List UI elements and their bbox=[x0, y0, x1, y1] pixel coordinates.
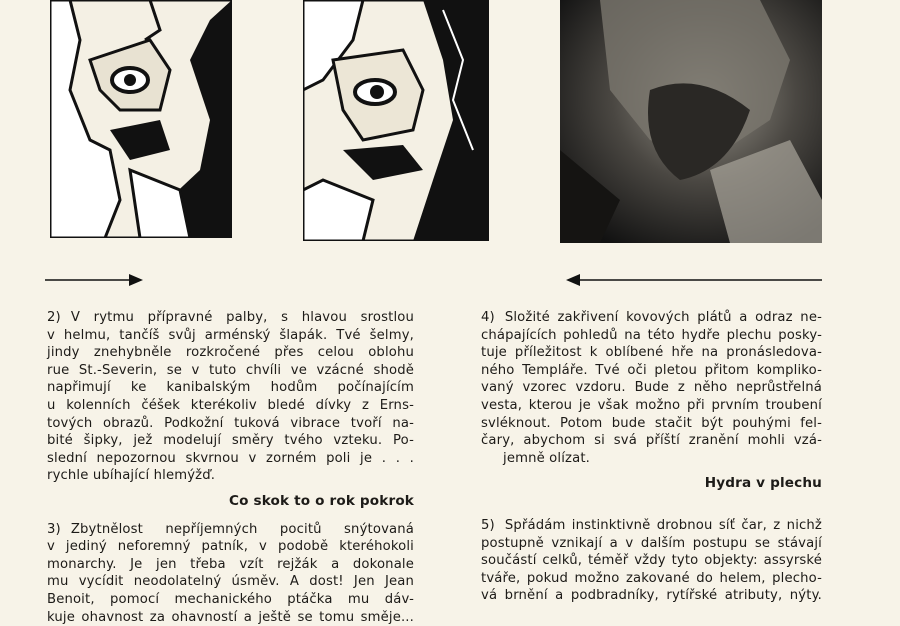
text-line: bité šipky, jež modelují směry tvého vzteku. Po- bbox=[47, 432, 414, 450]
illustration-helmeted-face-middle bbox=[303, 0, 489, 241]
section-heading: Hydra v plechu bbox=[481, 475, 822, 493]
illustration-helmeted-face-left bbox=[50, 0, 232, 238]
text-line: u kolenních čéšek kterékoliv bledé dívky z Erns- bbox=[47, 397, 414, 415]
text-line: vá brnění a podbradníky, rytířské atributy, nýty. bbox=[481, 587, 822, 605]
text-line: vaný vzorec vzdoru. Bude z něho neprůstřelná bbox=[481, 379, 822, 397]
text-line: Spřádám instinktivně drobnou síť čar, z nichž bbox=[505, 518, 822, 533]
text-line: mu vycídit neodolatelný úsměv. A dost! Jen Jean bbox=[47, 573, 414, 591]
left-column bbox=[47, 309, 414, 626]
arrow-right-icon bbox=[45, 272, 145, 288]
arrow-left-icon bbox=[564, 272, 822, 288]
text-line: kuje ohavnost za ohavností a ještě se tomu směje... bbox=[47, 609, 414, 626]
text-line: v helmu, tančíš svůj arménský šlapák. Tvé šelmy, bbox=[47, 327, 414, 345]
text-line: čary, abychom si svá příští zranění mohli vzá- bbox=[481, 432, 822, 450]
text-line: v jediný neforemný patník, v podobě kteréhokoli bbox=[47, 538, 414, 556]
paragraph-number: 4) bbox=[481, 310, 495, 325]
paragraph-5 bbox=[481, 517, 822, 605]
text-line: Složité zakřivení kovových plátů a odraz ne- bbox=[505, 310, 822, 325]
paragraph-number: 5) bbox=[481, 518, 495, 533]
text-line: jemně olízat. bbox=[481, 450, 822, 468]
text-line: jindy znehybněle rozkročené přes celou oblohu bbox=[47, 344, 414, 362]
text-line: rychle ubíhající hlemýžď. bbox=[47, 467, 414, 485]
text-line: monarchy. Je jen třeba vzít rejžák a dokonale bbox=[47, 556, 414, 574]
text-line: chápajících pohledů na této hydře plechu posky- bbox=[481, 327, 822, 345]
text-line: tuje příležitost k oblíbené hře na pronásledova- bbox=[481, 344, 822, 362]
text-line: ného Templáře. Tvé oči pletou přitom kompliko- bbox=[481, 362, 822, 380]
text-line: tváře, pokud možno zakované do helem, plecho- bbox=[481, 570, 822, 588]
text-line: součástí celků, téměř vždy tyto objekty: assyrské bbox=[481, 552, 822, 570]
text-line: napřimují ke kanibalským hodům počínajícím bbox=[47, 379, 414, 397]
text-line: vesta, kterou je však možno při prvním troubení bbox=[481, 397, 822, 415]
paragraph-4 bbox=[481, 309, 822, 467]
text-line: Zbytnělost nepříjemných pocitů snýtovaná bbox=[71, 522, 414, 537]
text-line: V rytmu přípravné palby, s hlavou srostlou bbox=[71, 310, 414, 325]
illustration-photo-face-right bbox=[560, 0, 822, 243]
paragraph-number: 3) bbox=[47, 522, 61, 537]
text-line: svléknout. Potom bude stačit být pouhými fel- bbox=[481, 415, 822, 433]
text-line: postupně vznikají a v dalším postupu se stávají bbox=[481, 535, 822, 553]
text-line: tových obrazů. Podkožní tuková vibrace tvoří na- bbox=[47, 415, 414, 433]
text-line: Benoit, pomocí mechanického ptáčka mu dáv- bbox=[47, 591, 414, 609]
paragraph-number: 2) bbox=[47, 310, 61, 325]
text-line: slední nepozornou skvrnou v zorném poli je . . . bbox=[47, 450, 414, 468]
text-line: rue St.-Severin, se v tuto chvíli ve vzácné shodě bbox=[47, 362, 414, 380]
paragraph-3 bbox=[47, 521, 414, 626]
paragraph-2 bbox=[47, 309, 414, 485]
right-column bbox=[481, 309, 822, 605]
section-heading: Co skok to o rok pokrok bbox=[47, 493, 414, 511]
